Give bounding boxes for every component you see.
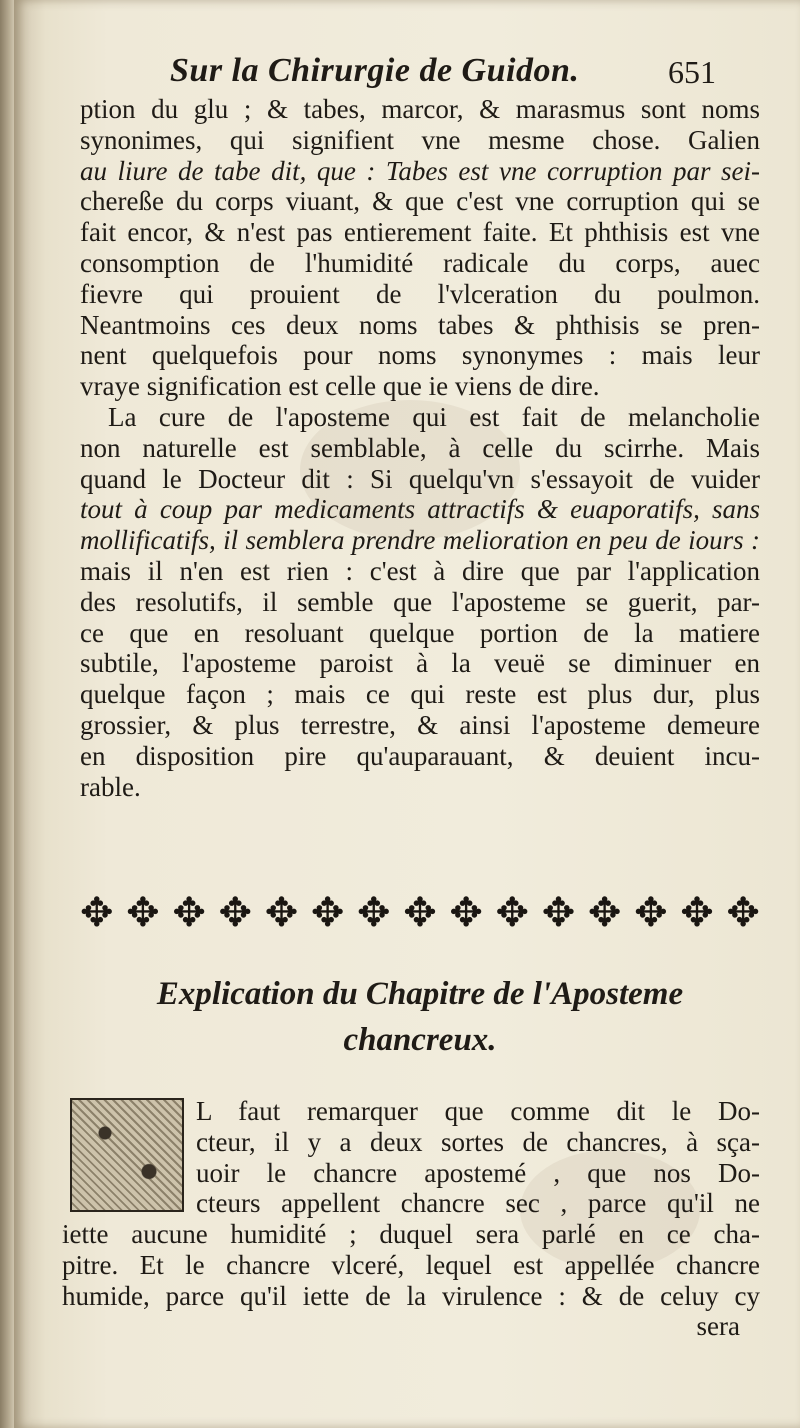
fleuron-icon: ✥ bbox=[172, 890, 206, 936]
fleuron-icon: ✥ bbox=[80, 890, 114, 936]
running-title: Sur la Chirurgie de Guidon. bbox=[170, 52, 580, 89]
text-line: uoir le chancre apostemé , que nos Do- bbox=[196, 1157, 760, 1188]
text-line: pitre. Et le chancre vlceré, lequel est appellée chancre bbox=[62, 1249, 760, 1280]
text-line: des resolutifs, il semble que l'aposteme se guerit, par- bbox=[80, 586, 760, 617]
text-line: mais il n'en est rien : c'est à dire que par l'application bbox=[80, 555, 760, 586]
fleuron-icon: ✥ bbox=[310, 890, 345, 936]
text-line: synonimes, qui signifient vne mesme chose. Galien bbox=[80, 124, 760, 155]
text-line: fait encor, & n'est pas entierement faite. Et phthisis est vne bbox=[80, 217, 760, 248]
fleuron-icon: ✥ bbox=[403, 890, 437, 936]
text-line: L faut remarquer que comme dit le Do- bbox=[196, 1096, 760, 1126]
text-line: La cure de l'aposteme qui est fait de melancholie bbox=[108, 401, 760, 432]
text-line: nent quelquefois pour noms synonymes : mais leur bbox=[80, 340, 760, 371]
text-line: chereße du corps viuant, & que c'est vne corruption qui se bbox=[80, 186, 760, 217]
text-line: ption du glu ; & tabes, marcor, & marasmus sont noms bbox=[80, 94, 760, 124]
text-line: iette aucune humidité ; duquel sera parlé en ce cha- bbox=[62, 1219, 760, 1249]
fleuron-icon: ✥ bbox=[449, 890, 483, 936]
fleuron-icon: ✥ bbox=[726, 890, 760, 936]
fleuron-icon: ✥ bbox=[218, 890, 253, 936]
text-line: ce que en resoluant quelque portion de la matiere bbox=[80, 617, 760, 648]
text-line: Neantmoins ces deux noms tabes & phthisis se pren- bbox=[80, 309, 760, 340]
ornament-band bbox=[80, 888, 760, 938]
paragraph-3-full bbox=[62, 1219, 760, 1342]
text-line: subtile, l'aposteme paroist à la veuë se diminuer en bbox=[80, 648, 760, 679]
fleuron-icon: ✥ bbox=[587, 890, 622, 936]
section-title-continued: chancreux. bbox=[343, 1022, 497, 1058]
text-line: cteur, il y a deux sortes de chancres, à sça- bbox=[196, 1126, 760, 1157]
fleuron-icon: ✥ bbox=[357, 890, 391, 936]
page-header bbox=[0, 46, 800, 92]
text-line: cteurs appellent chancre sec , parce qu'il ne bbox=[196, 1188, 760, 1219]
text-line: mollificatifs, il semblera prendre melioration en peu de iours : bbox=[80, 525, 760, 556]
text-line: vraye signification est celle que ie viens de dire. bbox=[80, 371, 600, 402]
text-line: fievre qui prouient de l'vlceration du poulmon. bbox=[80, 278, 760, 309]
fleuron-icon: ✥ bbox=[495, 890, 530, 936]
section-title: Explication du Chapitre de l'Aposteme bbox=[156, 976, 684, 1012]
decorated-initial-ornament-icon bbox=[70, 1098, 184, 1212]
page-number: 651 bbox=[668, 54, 716, 90]
fleuron-icon: ✥ bbox=[126, 890, 160, 936]
paragraph-3-indented bbox=[196, 1096, 760, 1219]
fleuron-icon: ✥ bbox=[264, 890, 299, 936]
catchword: sera bbox=[696, 1311, 740, 1342]
book-gutter bbox=[0, 0, 14, 1428]
fleuron-icon: ✥ bbox=[680, 890, 714, 936]
text-line: grossier, & plus terrestre, & ainsi l'aposteme demeure bbox=[80, 709, 760, 740]
text-line: humide, parce qu'il iette de la virulence : & de celuy cy bbox=[62, 1280, 760, 1311]
text-line: rable. bbox=[80, 771, 141, 802]
fleuron-icon: ✥ bbox=[634, 890, 668, 936]
text-line: consomption de l'humidité radicale du corps, auec bbox=[80, 247, 760, 278]
fleuron-icon: ✥ bbox=[541, 890, 576, 936]
text-line: en disposition pire qu'auparauant, & deuient incu- bbox=[80, 740, 760, 771]
text-line: non naturelle est semblable, à celle du scirrhe. Mais bbox=[80, 432, 760, 463]
text-line: tout à coup par medicaments attractifs & euaporatifs, sans bbox=[80, 494, 760, 525]
text-line: quelque façon ; mais ce qui reste est plus dur, plus bbox=[80, 679, 760, 710]
text-line: au liure de tabe dit, que : Tabes est vne corruption par sei- bbox=[80, 155, 760, 186]
text-line: quand le Docteur dit : Si quelqu'vn s'essayoit de vuider bbox=[80, 463, 760, 494]
paragraph-1 bbox=[80, 94, 760, 802]
